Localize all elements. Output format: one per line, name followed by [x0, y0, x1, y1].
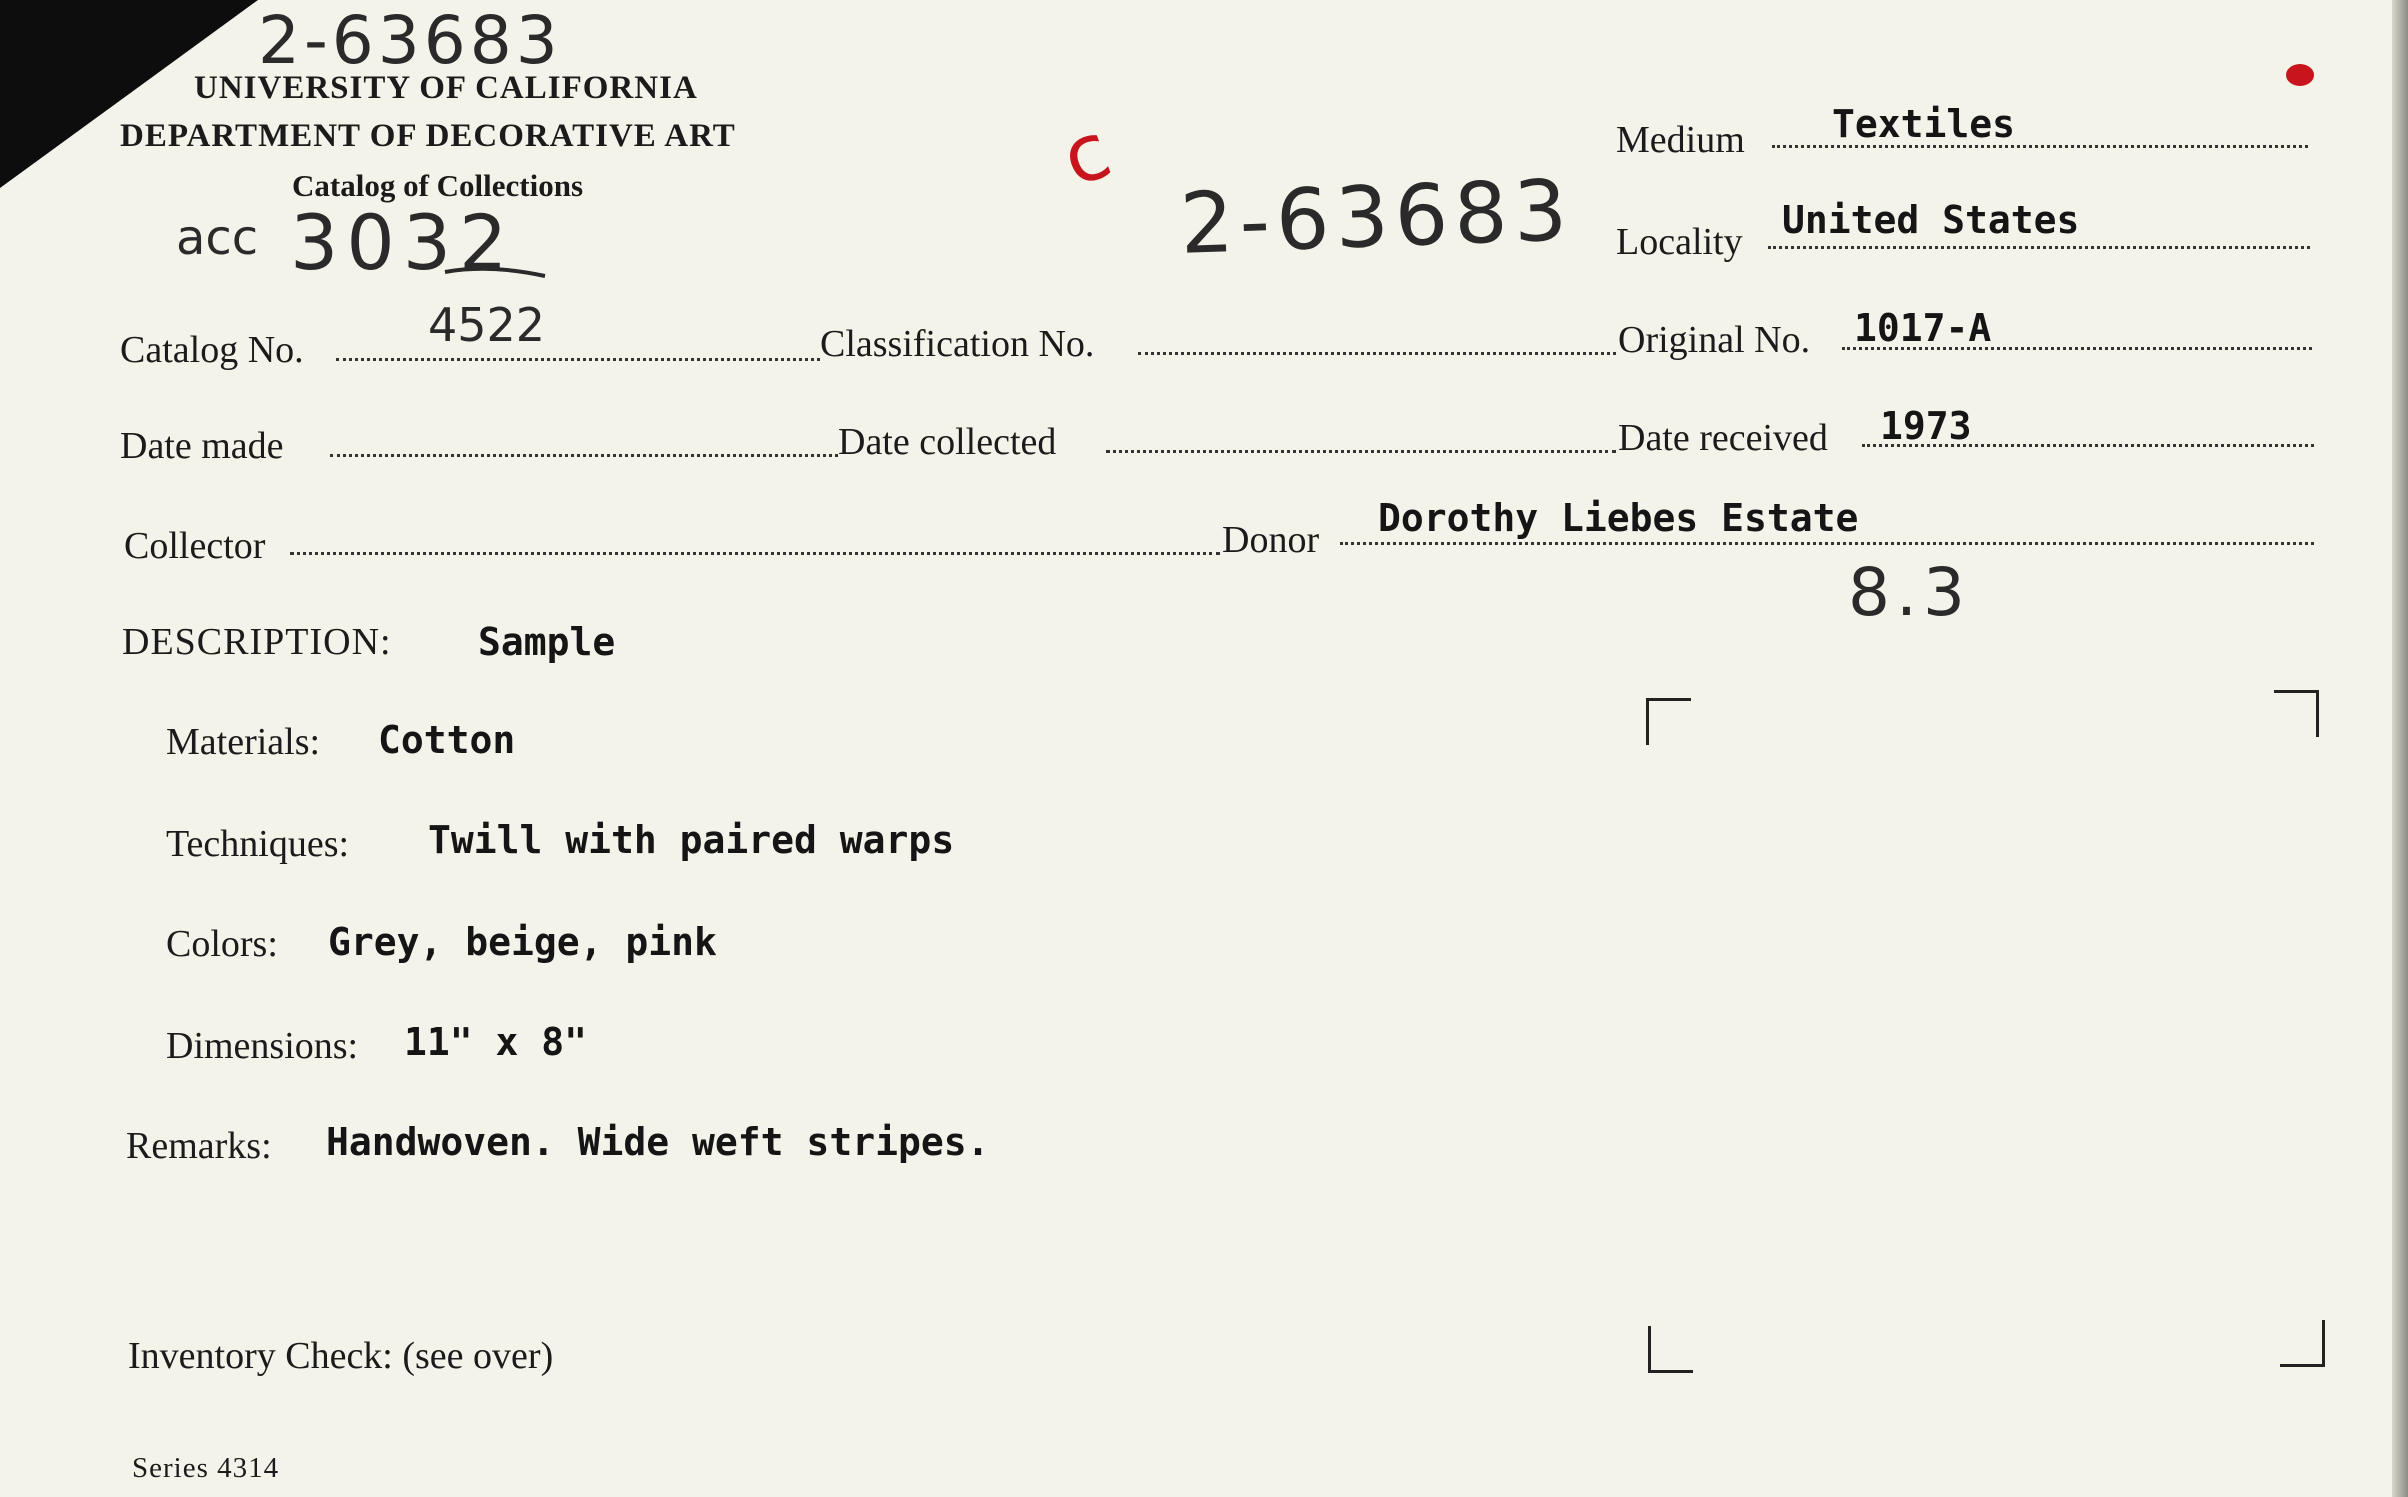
description-label: DESCRIPTION: [122, 621, 392, 663]
catalog-no-value: 4522 [428, 298, 546, 352]
classification-no-label: Classification No. [820, 323, 1095, 365]
medium-value: Textiles [1832, 102, 2016, 146]
colors-label: Colors: [166, 923, 278, 965]
original-no-value: 1017-A [1854, 306, 1992, 350]
collector-line [290, 552, 1220, 555]
locality-value: United States [1782, 198, 2080, 242]
techniques-label: Techniques: [166, 823, 350, 865]
bracket-bottom-left [1648, 1326, 1693, 1373]
date-collected-label: Date collected [838, 421, 1057, 463]
donor-label: Donor [1222, 519, 1320, 561]
date-received-label: Date received [1618, 417, 1828, 459]
date-made-label: Date made [120, 425, 284, 467]
dimensions-value: 11" x 8" [404, 1020, 588, 1064]
remarks-value: Handwoven. Wide weft stripes. [326, 1120, 990, 1164]
catalog-no-label: Catalog No. [120, 329, 304, 371]
locality-line [1768, 246, 2310, 249]
donor-line [1340, 542, 2314, 545]
catalog-no-line [336, 358, 820, 361]
dimensions-label: Dimensions: [166, 1025, 359, 1067]
description-value: Sample [478, 620, 616, 664]
original-no-label: Original No. [1618, 319, 1811, 361]
donor-value: Dorothy Liebes Estate [1378, 496, 1859, 540]
card-right-edge [2392, 0, 2408, 1497]
date-received-value: 1973 [1880, 404, 1972, 448]
medium-label: Medium [1616, 119, 1745, 161]
department-name: DEPARTMENT OF DECORATIVE ART [120, 118, 736, 154]
handwritten-center-number: 2-63683 [1178, 161, 1575, 273]
locality-label: Locality [1616, 221, 1743, 263]
materials-value: Cotton [378, 718, 516, 762]
bracket-bottom-right [2280, 1320, 2325, 1367]
catalog-title: Catalog of Collections [292, 168, 584, 203]
series-label: Series 4314 [132, 1452, 280, 1484]
institution-name: UNIVERSITY OF CALIFORNIA [194, 70, 698, 106]
handwritten-value: 8.3 [1848, 554, 1971, 631]
handwritten-acc-prefix: acc [176, 210, 259, 266]
underline-stroke [440, 262, 550, 282]
materials-label: Materials: [166, 721, 321, 763]
bracket-top-left [1646, 698, 1691, 745]
handwritten-acc-number: 3032 [290, 198, 516, 287]
inventory-check: Inventory Check: (see over) [128, 1335, 554, 1377]
handwritten-top-number: 2-63683 [258, 2, 562, 79]
date-collected-line [1106, 450, 1616, 453]
collector-label: Collector [124, 525, 266, 567]
date-made-line [330, 454, 838, 457]
classification-no-line [1138, 352, 1616, 355]
colors-value: Grey, beige, pink [328, 920, 717, 964]
bracket-top-right [2274, 690, 2319, 737]
techniques-value: Twill with paired warps [428, 818, 955, 862]
remarks-label: Remarks: [126, 1125, 272, 1167]
red-ink-dot [2286, 64, 2314, 86]
red-check-mark: c [1050, 105, 1122, 205]
